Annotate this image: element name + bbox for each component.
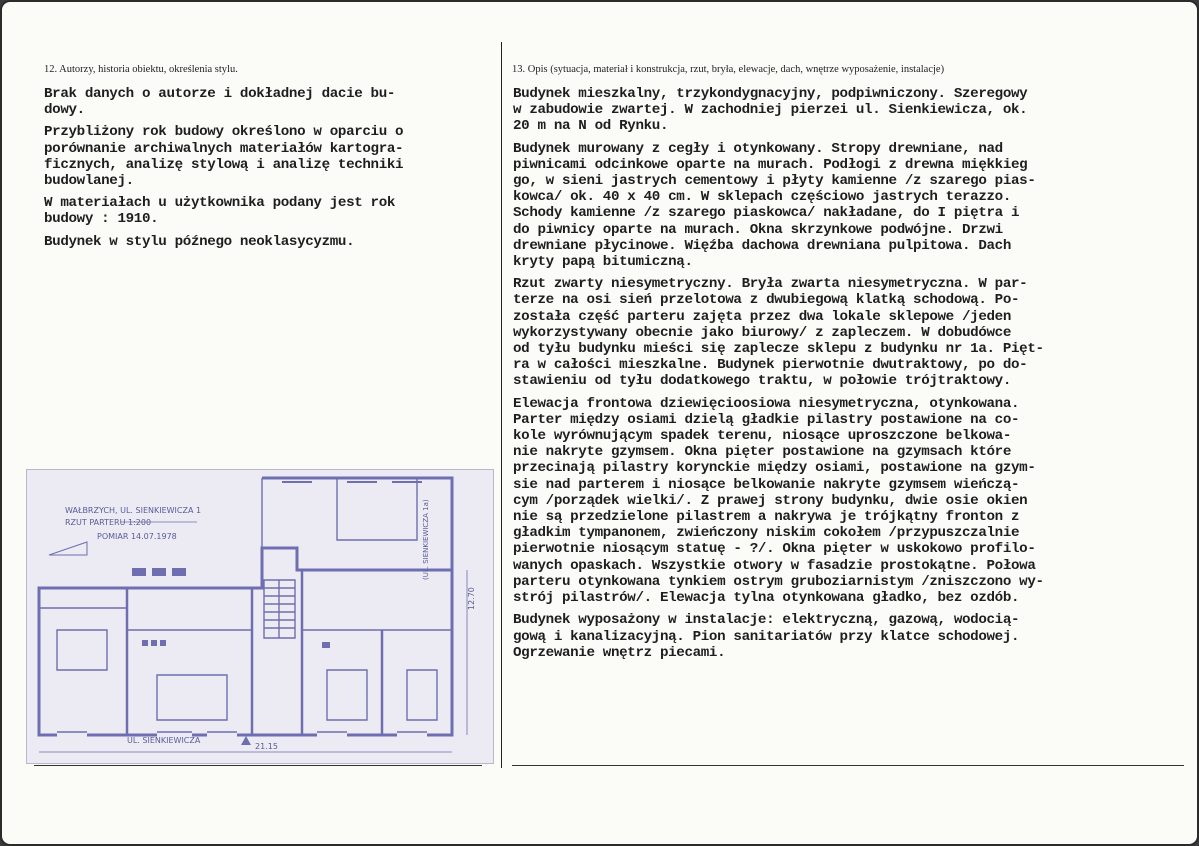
plan-title-line1: WAŁBRZYCH, UL. SIENKIEWICZA 1 (65, 506, 202, 515)
right-text-line: wykorzystywany obecnie jako biurowy/ z zapleczem. W dobudówce (513, 324, 1011, 341)
left-text-line: Przybliżony rok budowy określono w oparciu o (44, 124, 404, 141)
right-text-line: sie nad parterem i niosące belkowanie nakryte gzymsem wieńczą- (513, 476, 1020, 493)
bottom-rule-right (512, 765, 1184, 766)
left-paragraph (44, 195, 403, 227)
left-text-line: Brak danych o autorze i dokładnej dacie bu- (44, 86, 396, 102)
left-text-line: dowy. (44, 102, 85, 119)
floor-plan-photo (26, 469, 494, 764)
plan-survey-date: POMIAR 14.07.1978 (97, 532, 177, 541)
column-divider (501, 42, 502, 768)
plan-dim-width: 21.15 (255, 742, 278, 751)
right-paragraph (513, 612, 1044, 661)
right-text-line: 20 m na N od Rynku. (513, 118, 669, 135)
left-text-line: porównanie archiwalnych materiałów kartogra- (44, 140, 404, 157)
left-text-line: budowy : 1910. (44, 211, 159, 228)
right-text-line: gładkim tympanonem, zwieńczony niskim cokołem /przypuszczalnie (513, 525, 1020, 542)
right-text-line: pierwotnie niosącym statuę - ?/. Okna pięter w uskokowo profilo- (513, 541, 1036, 558)
right-text-line: strój pilastrów/. Elewacja tylna otynkowana gładko, bez ozdób. (513, 590, 1020, 607)
left-header: 12. Autorzy, historia obiektu, określenia stylu. (44, 64, 238, 75)
right-text-line: kowca/ ok. 40 x 40 cm. W sklepach częściowo jastrych terazzo. (513, 189, 1011, 206)
left-paragraph (44, 234, 403, 250)
right-text-line: Schody kamienne /z szarego piaskowca/ nakładane, do I piętra i (513, 205, 1020, 222)
right-text-line: stawieniu od tyłu dodatkowego traktu, w połowie trójtraktowy. (513, 373, 1011, 390)
right-header: 13. Opis (sytuacja, materiał i konstrukcja, rzut, bryła, elewacje, dach, wnętrze wyposażenie, instalacje) (512, 64, 945, 75)
right-text-column (513, 86, 1044, 667)
left-text-column (44, 86, 403, 256)
right-text-line: piwnicami odcinkowe oparte na murach. Podłogi z drewna miękkieg (513, 156, 1028, 173)
right-paragraph (513, 276, 1044, 389)
right-text-line: od tyłu budynku mieści się zaplecze sklepu z budynku nr 1a. Pięt- (513, 341, 1044, 358)
left-text-line: W materiałach u użytkownika podany jest rok (44, 195, 396, 212)
right-paragraph (513, 141, 1044, 271)
right-text-line: nie są przedzielone pilastrem a nakrywa je trójkątny fronton z (513, 509, 1020, 526)
right-text-line: cym /porządek wielki/. Z prawej strony budynku, dwie osie okien (513, 492, 1028, 509)
right-text-line: Budynek mieszkalny, trzykondygnacyjny, podpiwniczony. Szeregowy (513, 86, 1028, 102)
left-text-line: Budynek w stylu późnego neoklasycyzmu. (44, 233, 355, 250)
right-text-line: drewniane płycinowe. Więźba dachowa drewniana pulpitowa. Dach (513, 237, 1011, 254)
right-text-line: Budynek murowany z cegły i otynkowany. Stropy drewniane, nad (513, 140, 1003, 157)
plan-title-line2: RZUT PARTERU 1:200 (65, 518, 152, 527)
left-paragraph (44, 86, 403, 118)
right-text-line: gową i kanalizacyjną. Pion sanitariatów przy klatce schodowej. (513, 628, 1020, 645)
right-text-line: nie nakryte gzymsem. Okna pięter postawione na gzymsach które (513, 444, 1011, 461)
right-text-line: kryty papą bitumiczną. (513, 254, 693, 271)
right-text-line: przecinają pilastry korynckie między osiami, postawione na gzym- (513, 460, 1036, 477)
right-text-line: wanych opaskach. Wszystkie otwory w fasadzie prostokątne. Połowa (513, 557, 1036, 574)
right-text-line: Elewacja frontowa dziewięcioosiowa niesymetryczna, otynkowana. (513, 395, 1020, 412)
right-text-line: go, w sieni jastrych cementowy i płyty kamienne /z szarego pias- (513, 173, 1036, 190)
bottom-rule-left (34, 765, 482, 766)
right-text-line: terze na osi sień przelotowa z dwubiegową klatką schodową. Po- (513, 292, 1020, 309)
plan-dim-depth: 12.70 (467, 587, 476, 610)
left-paragraph (44, 124, 403, 189)
right-paragraph (513, 86, 1044, 135)
right-text-line: do piwnicy oparte na murach. Okna skrzynkowe podwójne. Drzwi (513, 221, 1003, 238)
right-paragraph (513, 396, 1044, 607)
right-text-line: Budynek wyposażony w instalacje: elektryczną, gazową, wodocią- (513, 612, 1020, 629)
left-text-line: budowlanej. (44, 173, 134, 190)
right-text-line: została część parteru zajęta przez dwa lokale sklepowe /jeden (513, 308, 1011, 325)
right-text-line: Parter między osiami dzielą gładkie pilastry postawione na co- (513, 411, 1020, 428)
right-text-line: ra w całości mieszkalne. Budynek pierwotnie dwutraktowy, po do- (513, 357, 1028, 374)
left-text-line: ficznych, analizę stylową i analizę techniki (44, 156, 404, 173)
plan-side-note: (UL. SIENKIEWICZA 1a) (422, 499, 430, 580)
right-text-line: w zabudowie zwartej. W zachodniej pierzei ul. Sienkiewicza, ok. (513, 102, 1028, 119)
right-text-line: Rzut zwarty niesymetryczny. Bryła zwarta niesymetryczna. W par- (513, 276, 1028, 293)
right-text-line: parteru otynkowana tynkiem ostrym gruboziarnistym /zniszczono wy- (513, 573, 1044, 590)
plan-street-label: UL. SIENKIEWICZA (127, 736, 201, 745)
right-text-line: Ogrzewanie wnętrz piecami. (513, 644, 726, 661)
right-text-line: kole wyrównującym spadek terenu, niosące uproszczone belkowa- (513, 428, 1011, 445)
